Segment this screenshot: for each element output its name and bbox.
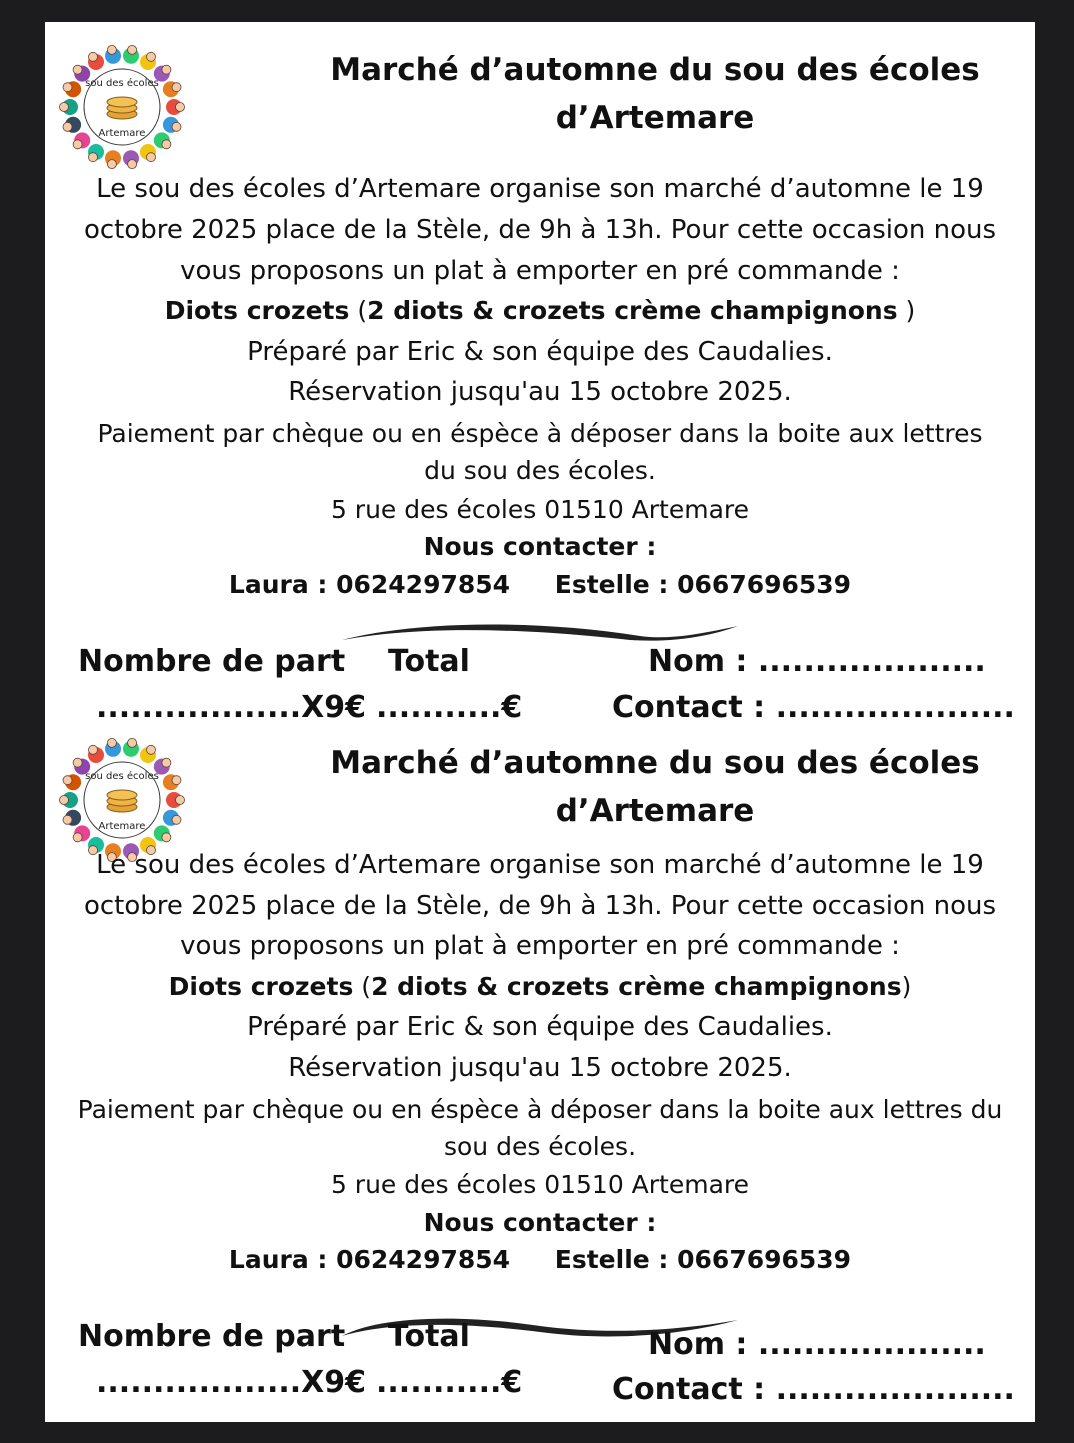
- dish-open: (: [349, 296, 368, 325]
- dish-open: (: [353, 972, 372, 1001]
- sou-des-ecoles-logo-icon: [57, 42, 187, 172]
- prepared-line: Préparé par Eric & son équipe des Caudalies.: [247, 337, 833, 367]
- title-line-1: Marché d’automne du sou des écoles: [330, 745, 980, 781]
- logo-text-top: sou des écoles: [85, 771, 159, 782]
- address-line: 5 rue des écoles 01510 Artemare: [330, 1170, 750, 1199]
- contact-estelle: Estelle : 0667696539: [554, 1245, 852, 1274]
- contact-estelle: Estelle : 0667696539: [554, 570, 852, 599]
- flyer-title: [275, 46, 1035, 142]
- parts-field[interactable]: ..................X9€: [96, 1365, 367, 1400]
- reservation-line: Réservation jusqu'au 15 octobre 2025.: [288, 377, 792, 407]
- intro-line-2: octobre 2025 place de la Stèle, de 9h à 13h. Pour cette occasion nous: [83, 215, 997, 245]
- payment-line-2: du sou des écoles.: [424, 456, 656, 485]
- intro-line-1: Le sou des écoles d’Artemare organise son marché d’automne le 19: [96, 174, 984, 204]
- prepared-line: Préparé par Eric & son équipe des Caudalies.: [247, 1012, 833, 1042]
- parts-field[interactable]: ..................X9€: [96, 690, 367, 725]
- intro-line-3: vous proposons un plat à emporter en pré commande :: [180, 256, 900, 286]
- dish-detail: 2 diots & crozets crème champignons: [367, 296, 898, 325]
- title-line-2: d’Artemare: [555, 793, 755, 829]
- dish-line: [45, 296, 1035, 325]
- label-parts: Nombre de part: [78, 1319, 346, 1354]
- reservation-line: Réservation jusqu'au 15 octobre 2025.: [288, 1053, 792, 1083]
- dish-name: Diots crozets: [168, 972, 354, 1001]
- label-contact[interactable]: Contact : .....................: [612, 690, 1015, 725]
- payment-line-2: sou des écoles.: [443, 1132, 637, 1161]
- contact-row: [45, 1245, 1035, 1274]
- logo-text-bottom: Artemare: [98, 821, 146, 832]
- contact-heading: Nous contacter :: [423, 1208, 657, 1237]
- label-name[interactable]: Nom : ....................: [648, 1327, 986, 1362]
- dish-close: ): [901, 972, 912, 1001]
- label-total: Total: [388, 1319, 470, 1354]
- contact-row: [45, 570, 1035, 599]
- label-parts: Nombre de part: [78, 644, 346, 679]
- total-field[interactable]: ...........€: [376, 690, 523, 725]
- intro-line-2: octobre 2025 place de la Stèle, de 9h à 13h. Pour cette occasion nous: [83, 891, 997, 921]
- intro-line-3: vous proposons un plat à emporter en pré commande :: [180, 931, 900, 961]
- dish-close: ): [897, 296, 916, 325]
- flyer-sheet: [45, 22, 1035, 1422]
- dish-line: [45, 972, 1035, 1001]
- payment-line-1: Paiement par chèque ou en éspèce à déposer dans la boite aux lettres: [97, 419, 983, 448]
- title-line-2: d’Artemare: [555, 100, 755, 136]
- contact-laura: Laura : 0624297854: [228, 1245, 511, 1274]
- title-line-1: Marché d’automne du sou des écoles: [330, 52, 980, 88]
- dish-name: Diots crozets: [164, 296, 350, 325]
- payment-line-1: Paiement par chèque ou en éspèce à déposer dans la boite aux lettres du: [77, 1095, 1003, 1124]
- logo-text-top: sou des écoles: [85, 78, 159, 89]
- intro-line-1: Le sou des écoles d’Artemare organise son marché d’automne le 19: [96, 850, 984, 880]
- label-total: Total: [388, 644, 470, 679]
- logo-text-bottom: Artemare: [98, 128, 146, 139]
- sou-des-ecoles-logo-icon: [57, 735, 187, 865]
- address-line: 5 rue des écoles 01510 Artemare: [330, 495, 750, 524]
- total-field[interactable]: ...........€: [376, 1365, 523, 1400]
- contact-heading: Nous contacter :: [423, 532, 657, 561]
- dish-detail: 2 diots & crozets crème champignons: [371, 972, 902, 1001]
- label-name[interactable]: Nom : ....................: [648, 644, 986, 679]
- label-contact[interactable]: Contact : .....................: [612, 1372, 1015, 1407]
- contact-laura: Laura : 0624297854: [228, 570, 511, 599]
- flyer-title: [275, 739, 1035, 835]
